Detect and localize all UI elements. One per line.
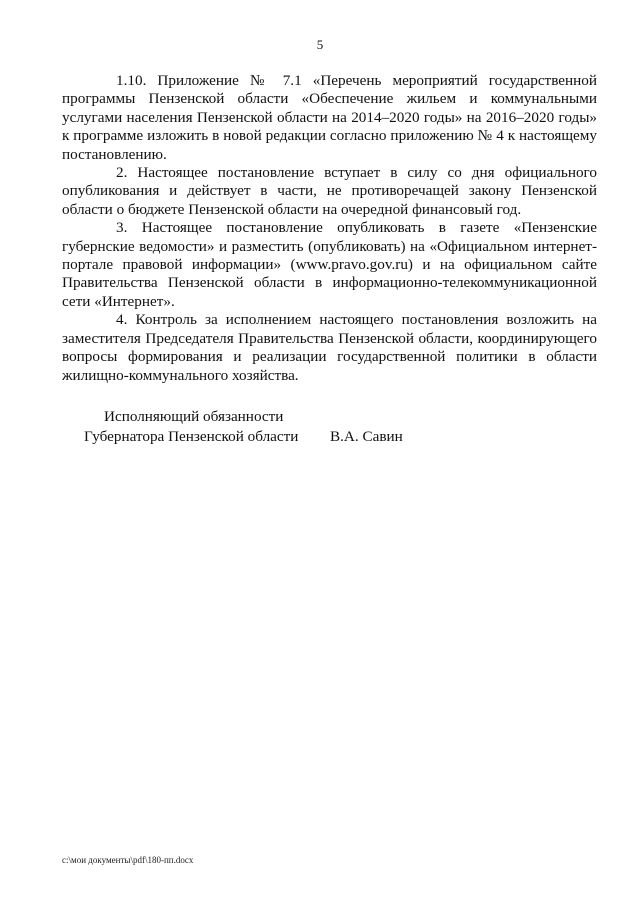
- document-body: [62, 72, 597, 385]
- signature-position-line2: Губернатора Пензенской области: [84, 428, 299, 445]
- paragraph-2: 2. Настоящее постановление вступает в силу со дня официального опубликования и действует в части, не противоречащей закону Пензенской области о бюджете Пензенской области на очередной финансовый год.: [62, 164, 597, 218]
- footer-file-path: c:\мои документы\pdf\180-пп.docx: [62, 855, 194, 865]
- paragraph-1-10: 1.10. Приложение № 7.1 «Перечень мероприятий государственной программы Пензенской области «Обеспечение жильем и коммунальными услугами населения Пензенской области на 2014–2020 годы» на 2016–2020 годы» к программе изложить в новой редакции согласно приложению № 4 к настоящему постановлению.: [62, 72, 597, 163]
- paragraph-4: 4. Контроль за исполнением настоящего постановления возложить на заместителя Председателя Правительства Пензенской области, координирующего вопросы формирования и реализации государственной политики в области жилищно-коммунального хозяйства.: [62, 311, 597, 384]
- paragraph-3: 3. Настоящее постановление опубликовать в газете «Пензенские губернские ведомости» и разместить (опубликовать) на «Официальном интернет-портале правовой информации» (www.pravo.gov.ru) и на официальном сайте Правительства Пензенской области в информационно-телекоммуникационной сети «Интернет».: [62, 219, 597, 310]
- signature-position-line1: Исполняющий обязанности: [104, 408, 284, 425]
- signatory-name: В.А. Савин: [330, 428, 403, 445]
- page-number: 5: [316, 37, 324, 52]
